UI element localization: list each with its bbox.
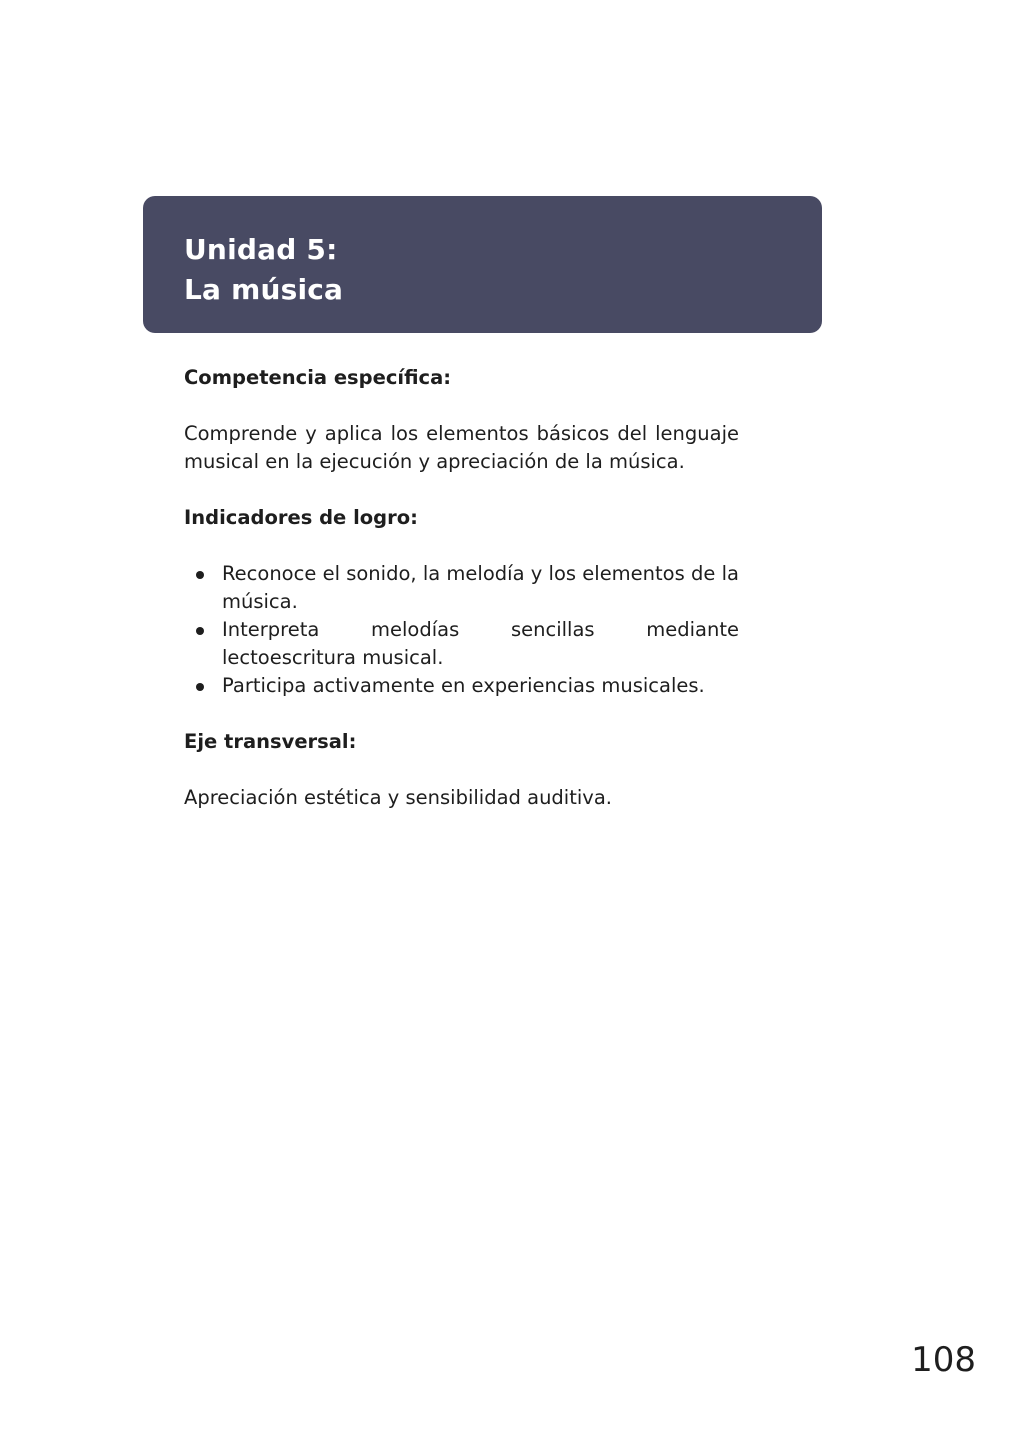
bullet-icon xyxy=(196,627,204,635)
unit-title: La música xyxy=(184,273,344,306)
indicadores-list xyxy=(184,560,739,700)
list-item xyxy=(184,560,739,616)
indicadores-heading: Indicadores de logro: xyxy=(184,506,418,529)
list-item-text: Participa activamente en experiencias musicales. xyxy=(222,674,705,697)
unit-content xyxy=(184,364,739,840)
bullet-icon xyxy=(196,571,204,579)
list-item-text: Reconoce el sonido, la melodía y los elementos de la música. xyxy=(222,562,739,613)
competencia-text: Comprende y aplica los elementos básicos del lenguaje musical en la ejecución y apreciación de la música. xyxy=(184,422,739,473)
list-item-text: Interpreta melodías sencillas mediante lectoescritura musical. xyxy=(222,618,739,669)
unit-number: Unidad 5: xyxy=(184,233,338,266)
list-item xyxy=(184,616,739,672)
eje-text: Apreciación estética y sensibilidad auditiva. xyxy=(184,786,612,809)
page-number: 108 xyxy=(911,1340,976,1380)
competencia-heading: Competencia específica: xyxy=(184,366,452,389)
bullet-icon xyxy=(196,683,204,691)
unit-title-banner xyxy=(143,196,822,333)
list-item xyxy=(184,672,739,700)
eje-heading: Eje transversal: xyxy=(184,730,357,753)
